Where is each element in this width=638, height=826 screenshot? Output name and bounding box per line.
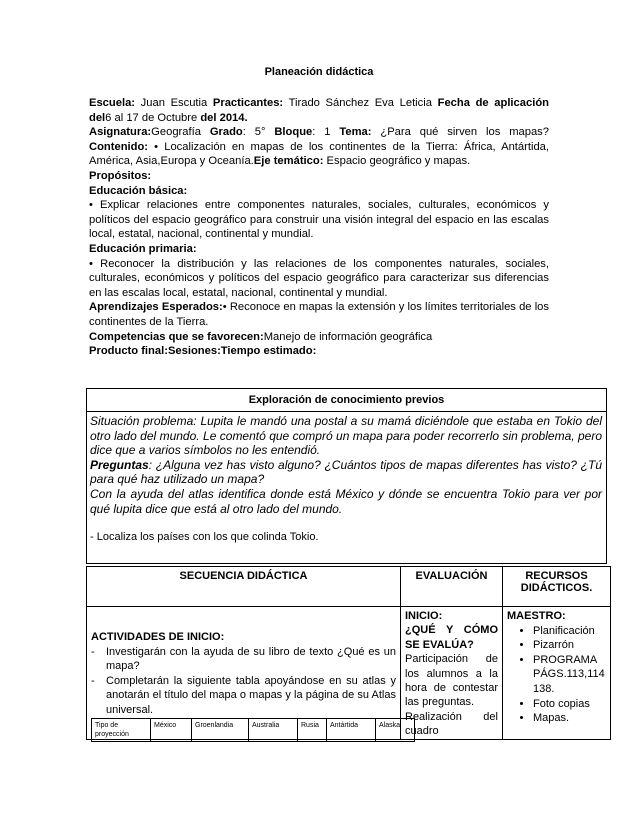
purposes-heading: Propósitos:: [89, 169, 152, 182]
list-item: • Planificación: [533, 624, 608, 639]
block-label: Bloque: [274, 126, 313, 139]
sessions-label: Sesiones:: [167, 345, 221, 358]
evaluation-question: ¿QUÉ Y CÓMO SE EVALÚA?: [405, 624, 498, 651]
projection-cell: México: [151, 719, 192, 742]
projection-cell: Groenlandia: [192, 719, 249, 742]
primary-education-text: • Reconocer la distribución y las relaciones de los componentes naturales, sociales, culturales, económicos y políticos del espacio geográfico para caracterizar sus diferencias en las escalas local, estatal, nacional, continental y mundial.: [89, 257, 549, 299]
resources-cell: [503, 607, 611, 740]
evaluation-header: EVALUACIÓN: [401, 567, 503, 607]
practitioners-value: Tirado Sánchez Eva Leticia: [283, 97, 438, 109]
date-year: del 2014.: [200, 111, 248, 124]
didactic-sequence-table: [86, 566, 611, 740]
prior-knowledge-box: [86, 388, 607, 564]
school-label: Escuela:: [89, 97, 136, 109]
document-title: Planeación didáctica: [264, 66, 374, 78]
projection-table: [91, 718, 415, 742]
axis-label: Eje temático:: [253, 155, 324, 168]
competencies-label: Competencias que se favorecen:: [89, 330, 264, 343]
projection-cell: Alaska: [376, 719, 415, 742]
date-label: Fecha de aplicación del: [89, 97, 549, 124]
activities-title: ACTIVIDADES DE INICIO:: [91, 631, 225, 643]
questions-line: [90, 458, 602, 487]
subject-line: [89, 125, 549, 169]
projection-cell: Australia: [249, 719, 298, 742]
evaluation-cell: [401, 607, 503, 740]
locate-task: - Localiza los países con los que colinda Tokio.: [90, 531, 319, 544]
product-line: [89, 344, 549, 359]
learning-line: [89, 300, 549, 329]
projection-cell: Tipo de proyección: [92, 719, 151, 742]
school-value: Juan Escutia: [135, 97, 213, 109]
grade-value: : 5°: [242, 126, 275, 139]
list-item: • Mapas.: [533, 711, 608, 726]
teacher-label: MAESTRO:: [507, 610, 566, 622]
topic-value: ¿Para qué sirven los mapas?: [371, 126, 549, 139]
subject-label: Asignatura:: [89, 126, 152, 139]
axis-value: Espacio geográfico y mapas.: [323, 155, 471, 168]
grade-label: Grado: [209, 126, 243, 139]
product-label: Producto final:: [89, 345, 168, 358]
list-item: - Investigarán con la ayuda de su libro de texto ¿Qué es un mapa?: [91, 645, 396, 674]
evaluation-text: Participación de los alumnos a la hora de contestar las preguntas.: [405, 653, 498, 709]
practitioners-label: Practicantes:: [212, 97, 284, 109]
learning-label: Aprendizajes Esperados:: [89, 301, 223, 314]
evaluation-start: INICIO:: [405, 610, 443, 622]
subject-value: Geografía: [151, 126, 210, 139]
topic-label: Tema:: [339, 126, 372, 139]
competencies-line: [89, 330, 549, 345]
resources-header: RECURSOS DIDÁCTICOS.: [503, 567, 611, 607]
projection-cell: Antártida: [327, 719, 376, 742]
list-item: • Pizarrón: [533, 638, 608, 653]
plan-header: [89, 96, 549, 359]
content-value: • Localización en mapas de los continentes de la Tierra: África, Antártida, América, Asia,Europa y Oceanía.: [89, 140, 549, 168]
activities-cell: [87, 607, 401, 740]
basic-education-text: • Explicar relaciones entre componentes naturales, sociales, culturales, económicos y políticos del espacio geográfico para construir una visión integral del espacio en las escalas local, estatal, nacional, continental y mundial.: [89, 199, 549, 241]
projection-cell: Rusia: [298, 719, 327, 742]
resources-list: [507, 624, 608, 726]
activities-list: [91, 645, 396, 718]
prior-knowledge-body: [87, 412, 606, 545]
time-label: Tiempo estimado:: [220, 345, 317, 358]
prior-knowledge-heading: Exploración de conocimiento previos: [87, 389, 606, 412]
evaluation-text-2: Realización del cuadro: [405, 710, 498, 738]
sequence-header: SECUENCIA DIDÁCTICA: [87, 567, 401, 607]
block-value: : 1: [312, 126, 340, 139]
competencies-value: Manejo de información geográfica: [263, 330, 433, 343]
list-item: - Completarán la siguiente tabla apoyándose en su atlas y anotarán el título del mapa o mapas y la página de su Atlas universal.: [91, 674, 396, 718]
school-line: [89, 96, 549, 125]
questions-label: Preguntas: [90, 457, 149, 472]
basic-education-heading: Educación básica:: [89, 184, 188, 197]
date-value: 6 al 17 de Octubre: [105, 111, 201, 124]
list-item: • Foto copias: [533, 697, 608, 712]
primary-education-heading: Educación primaria:: [89, 242, 197, 255]
atlas-instruction: Con la ayuda del atlas identifica donde está México y dónde se encuentra Tokio para ver por qué lupita dice que está al otro lado del mundo.: [90, 486, 602, 516]
content-label: Contenido:: [89, 140, 149, 153]
questions-value: : ¿Alguna vez has visto alguno? ¿Cuántos tipos de mapas diferentes has visto? ¿Tú para qué haz utilizado un mapa?: [90, 457, 602, 487]
list-item: • PROGRAMA PÁGS.113,114 138.: [533, 653, 608, 697]
problem-situation: Situación problema: Lupita le mandó una postal a su mamá diciéndole que estaba en Tokio del otro lado del mundo. Le comentó que compró un mapa para poder recorrerlo sin problema, pero dice que a varios símbolos no les entendió.: [90, 414, 602, 458]
learning-value: • Reconoce en mapas la extensión y los límites territoriales de los continentes de la Tierra.: [89, 301, 549, 328]
